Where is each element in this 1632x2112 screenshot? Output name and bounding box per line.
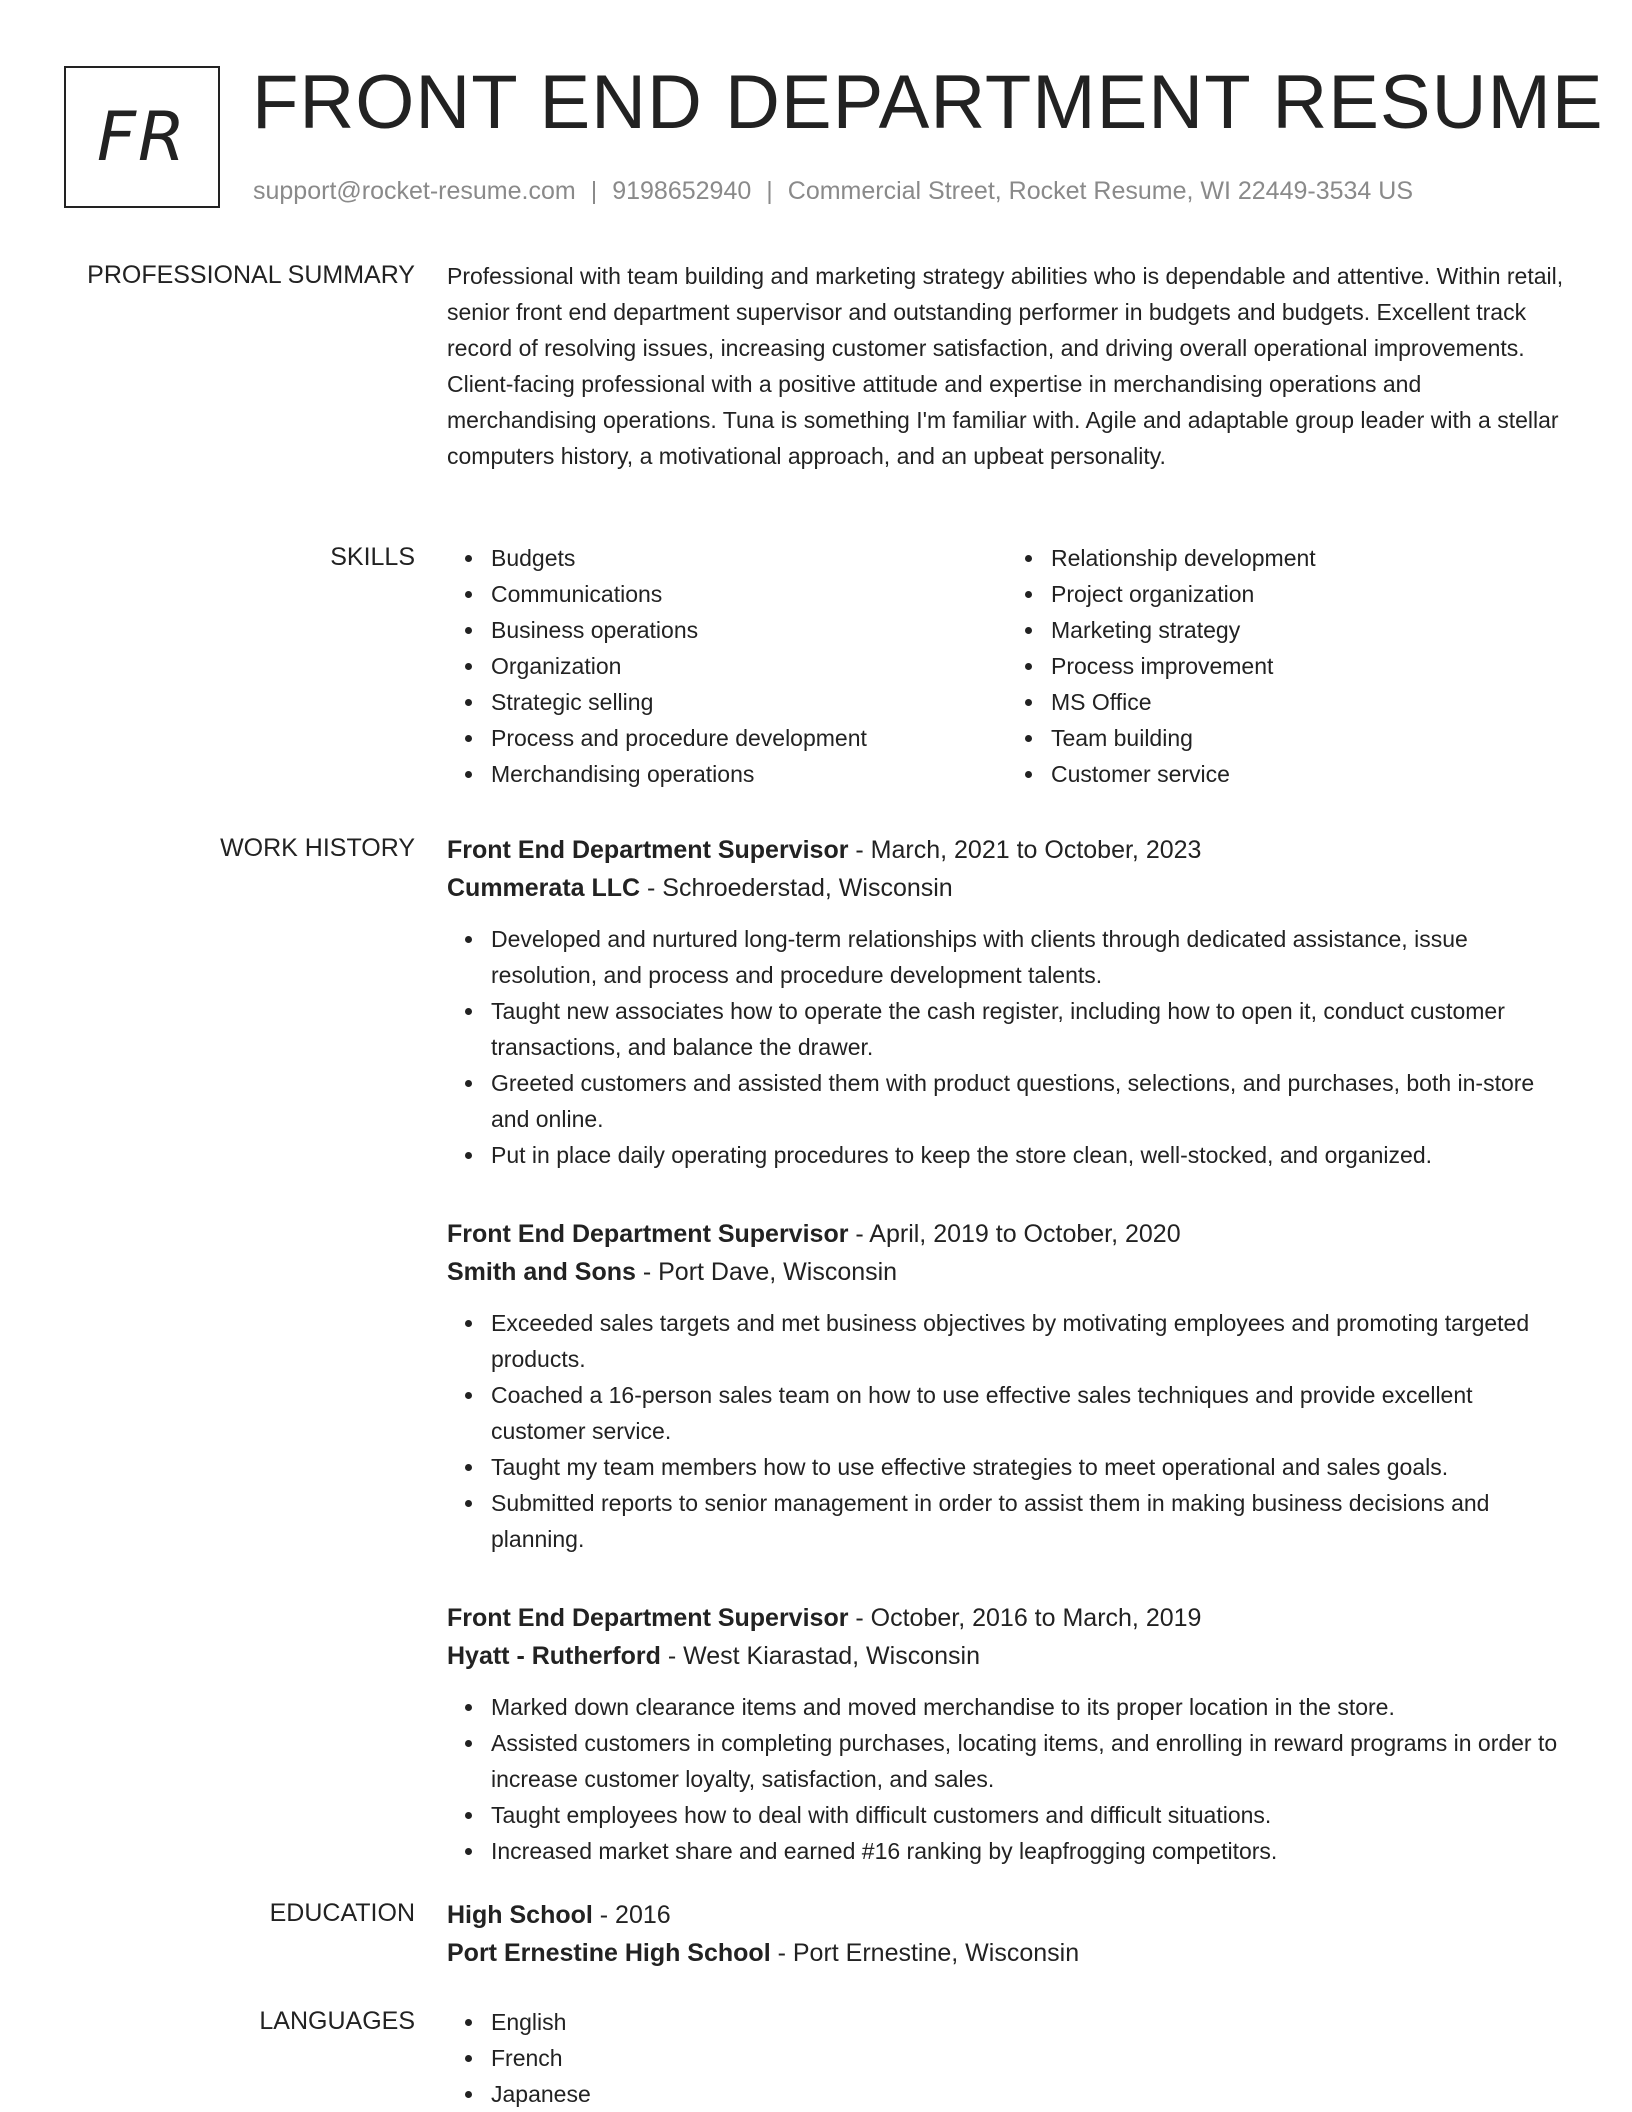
skill-item: Customer service [1051, 756, 1567, 792]
language-item: English [491, 2004, 1567, 2040]
section-label-education: EDUCATION [269, 1899, 415, 1927]
job-bullet: Submitted reports to senior management in order to assist them in making business decisions and planning. [491, 1485, 1567, 1557]
job-bullet: Taught employees how to deal with difficult customers and difficult situations. [491, 1797, 1567, 1833]
job-bullet: Developed and nurtured long-term relationships with clients through dedicated assistance, issue resolution, and process and procedure development talents. [491, 921, 1567, 993]
job-bullet: Exceeded sales targets and met business objectives by motivating employees and promoting targeted products. [491, 1305, 1567, 1377]
education-location: - Port Ernestine, Wisconsin [770, 1939, 1080, 1967]
skills-list-right [1007, 540, 1567, 792]
job-bullet: Increased market share and earned #16 ranking by leapfrogging competitors. [491, 1833, 1567, 1869]
languages-body [447, 2004, 1567, 2112]
education-degree-line [447, 1896, 1567, 1934]
job-location: - Port Dave, Wisconsin [635, 1258, 898, 1286]
skill-item: Relationship development [1051, 540, 1567, 576]
job-bullet: Taught new associates how to operate the cash register, including how to open it, conduct customer transactions, and balance the drawer. [491, 993, 1567, 1065]
skill-item: Project organization [1051, 576, 1567, 612]
job-company: Cummerata LLC [447, 874, 641, 902]
education-degree: High School [447, 1901, 593, 1929]
skill-item: Business operations [491, 612, 1007, 648]
job-bullet: Greeted customers and assisted them with product questions, selections, and purchases, both in-store and online. [491, 1065, 1567, 1137]
job-bullet: Marked down clearance items and moved merchandise to its proper location in the store. [491, 1689, 1567, 1725]
skill-item: Process and procedure development [491, 720, 1007, 756]
job-entry [447, 1215, 1567, 1557]
job-bullets [447, 1689, 1567, 1869]
contact-phone: 9198652940 [612, 177, 752, 205]
job-dates: - October, 2016 to March, 2019 [848, 1604, 1202, 1632]
skill-item: Communications [491, 576, 1007, 612]
skill-item: Budgets [491, 540, 1007, 576]
monogram-box [64, 66, 220, 208]
education-body [447, 1896, 1567, 1972]
job-bullets [447, 921, 1567, 1173]
job-title: Front End Department Supervisor [447, 1604, 849, 1632]
job-title: Front End Department Supervisor [447, 1220, 849, 1248]
job-location: - West Kiarastad, Wisconsin [660, 1642, 980, 1670]
summary-body [447, 258, 1567, 474]
contact-address: Commercial Street, Rocket Resume, WI 22449-3534 US [787, 177, 1414, 205]
skill-item: Marketing strategy [1051, 612, 1567, 648]
job-bullet: Assisted customers in completing purchases, locating items, and enrolling in reward programs in order to increase customer loyalty, satisfaction, and sales. [491, 1725, 1567, 1797]
job-title-line [447, 1215, 1567, 1253]
monogram-initials: FR [96, 97, 188, 177]
job-dates: - March, 2021 to October, 2023 [848, 836, 1202, 864]
job-entry [447, 1599, 1567, 1869]
language-item: Japanese [491, 2076, 1567, 2112]
job-entry [447, 831, 1567, 1173]
section-label-languages: LANGUAGES [259, 2007, 415, 2035]
job-company: Hyatt - Rutherford [447, 1642, 661, 1670]
education-school: Port Ernestine High School [447, 1939, 771, 1967]
job-company-line [447, 869, 1567, 907]
contact-line [253, 174, 1413, 208]
languages-list [447, 2004, 1567, 2112]
work-history-body [447, 831, 1567, 1869]
job-title: Front End Department Supervisor [447, 836, 849, 864]
skill-item: MS Office [1051, 684, 1567, 720]
job-bullet: Taught my team members how to use effective strategies to meet operational and sales goals. [491, 1449, 1567, 1485]
job-company: Smith and Sons [447, 1258, 636, 1286]
resume-title: FRONT END DEPARTMENT RESUME [252, 60, 1604, 145]
contact-email: support@rocket-resume.com [253, 177, 576, 205]
job-company-line [447, 1637, 1567, 1675]
section-label-work: WORK HISTORY [220, 834, 415, 862]
section-label-skills: SKILLS [330, 543, 415, 571]
education-year: - 2016 [592, 1901, 671, 1929]
job-bullet: Put in place daily operating procedures to keep the store clean, well-stocked, and organized. [491, 1137, 1567, 1173]
skills-body [447, 540, 1567, 792]
job-location: - Schroederstad, Wisconsin [640, 874, 953, 902]
skill-item: Team building [1051, 720, 1567, 756]
skill-item: Process improvement [1051, 648, 1567, 684]
education-school-line [447, 1934, 1567, 1972]
job-company-line [447, 1253, 1567, 1291]
job-bullets [447, 1305, 1567, 1557]
job-title-line [447, 1599, 1567, 1637]
job-dates: - April, 2019 to October, 2020 [848, 1220, 1181, 1248]
job-title-line [447, 831, 1567, 869]
section-label-summary: PROFESSIONAL SUMMARY [87, 261, 415, 289]
contact-separator: | [766, 177, 773, 205]
summary-text: Professional with team building and marketing strategy abilities who is dependable and attentive. Within retail, senior front end department supervisor and outstanding performer in budgets and budgets. Excellent track record of resolving issues, increasing customer satisfaction, and driving overall operational improvements. Client-facing professional with a positive attitude and expertise in merchandising operations and merchandising operations. Tuna is something I'm familiar with. Agile and adaptable group leader with a stellar computers history, a motivational approach, and an upbeat personality. [447, 263, 1564, 469]
contact-separator: | [590, 177, 598, 205]
skills-list-left [447, 540, 1007, 792]
skill-item: Organization [491, 648, 1007, 684]
language-item: French [491, 2040, 1567, 2076]
skill-item: Merchandising operations [491, 756, 1007, 792]
job-bullet: Coached a 16-person sales team on how to use effective sales techniques and provide excellent customer service. [491, 1377, 1567, 1449]
skill-item: Strategic selling [491, 684, 1007, 720]
